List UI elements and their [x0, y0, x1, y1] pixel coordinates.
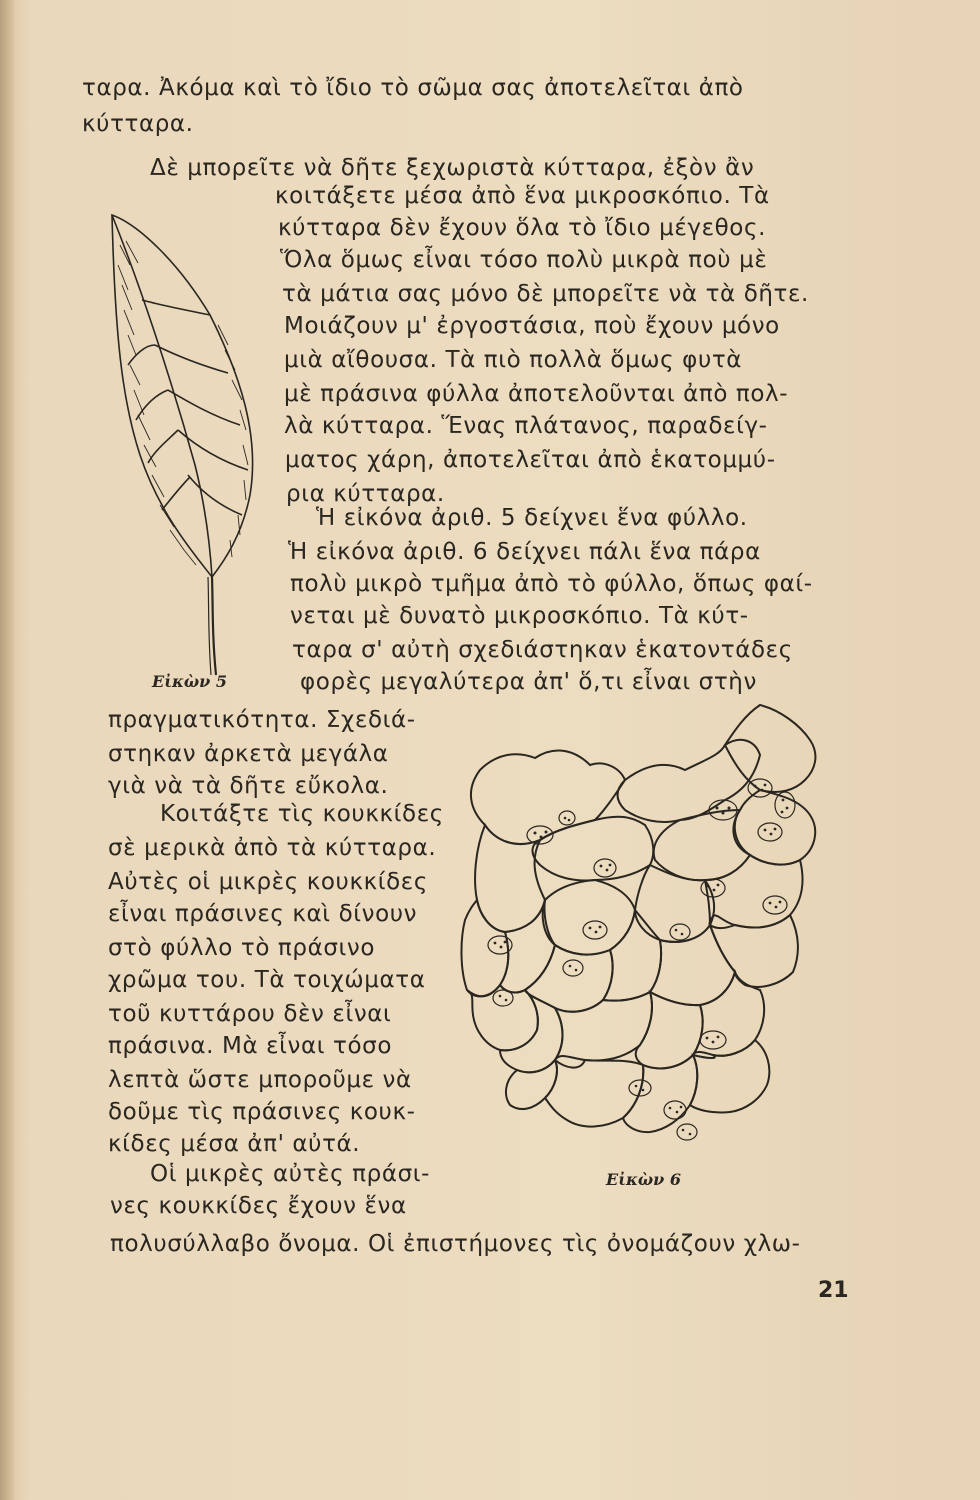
figure-5-caption: Εἰκὼν 5 — [152, 672, 227, 691]
text-line: ταρα σ' αὐτὴ σχεδιάστηκαν ἑκατοντάδες — [292, 637, 793, 663]
text-line: τοῦ κυττάρου δὲν εἶναι — [108, 1001, 392, 1027]
text-line: λεπτὰ ὥστε μποροῦμε νὰ — [108, 1067, 412, 1093]
text-line: στὸ φύλλο τὸ πράσινο — [108, 935, 376, 961]
text-line: Οἱ μικρὲς αὐτὲς πράσι- — [150, 1161, 431, 1187]
text-line: φορὲς μεγαλύτερα ἀπ' ὅ,τι εἶναι στὴν — [300, 669, 757, 695]
text-line: Ἡ εἰκόνα ἀριθ. 6 δείχνει πάλι ἕνα πάρα — [288, 539, 761, 565]
text-line: πολυσύλλαβο ὄνομα. Οἱ ἐπιστήμονες τὶς ὀνομάζουν χλω- — [110, 1231, 801, 1257]
text-line: Ὅλα ὅμως εἶναι τόσο πολὺ μικρὰ ποὺ μὲ — [280, 247, 768, 273]
leaf-cells-illustration-icon — [455, 700, 835, 1155]
text-line: πραγματικότητα. Σχεδιά- — [108, 707, 416, 733]
page-number: 21 — [818, 1278, 849, 1303]
text-line: λὰ κύτταρα. Ἕνας πλάτανος, παραδείγ- — [284, 413, 768, 439]
leaf-illustration-icon — [100, 205, 280, 685]
text-line: σὲ μερικὰ ἀπὸ τὰ κύτταρα. — [108, 835, 437, 861]
text-line: χρῶμα του. Τὰ τοιχώματα — [108, 967, 426, 993]
text-line: εἶναι πράσινες καὶ δίνουν — [108, 901, 418, 927]
text-line: τὰ μάτια σας μόνο δὲ μπορεῖτε νὰ τὰ δῆτε. — [282, 281, 809, 307]
text-line: νες κουκκίδες ἔχουν ἕνα — [110, 1193, 407, 1219]
text-line: γιὰ νὰ τὰ δῆτε εὔκολα. — [108, 773, 389, 799]
text-line: πολὺ μικρὸ τμῆμα ἀπὸ τὸ φύλλο, ὅπως φαί- — [290, 571, 813, 597]
page-spine-shadow — [0, 0, 14, 1500]
text-line: ταρα. Ἀκόμα καὶ τὸ ἴδιο τὸ σῶμα σας ἀποτελεῖται ἀπὸ — [82, 75, 744, 101]
text-line: κοιτάξετε μέσα ἀπὸ ἕνα μικροσκόπιο. Τὰ — [275, 183, 770, 209]
text-line: μιὰ αἴθουσα. Τὰ πιὸ πολλὰ ὅμως φυτὰ — [284, 347, 743, 373]
text-line: μὲ πράσινα φύλλα ἀποτελοῦνται ἀπὸ πολ- — [284, 381, 789, 407]
text-line: κύτταρα δὲν ἔχουν ὅλα τὸ ἴδιο μέγεθος. — [278, 215, 766, 241]
text-line: στηκαν ἀρκετὰ μεγάλα — [108, 741, 389, 767]
figure-6-caption: Εἰκὼν 6 — [606, 1170, 681, 1189]
text-line: νεται μὲ δυνατὸ μικροσκόπιο. Τὰ κύτ- — [290, 603, 749, 629]
text-line: ματος χάρη, ἀποτελεῖται ἀπὸ ἑκατομμύ- — [285, 447, 776, 473]
text-line: κύτταρα. — [82, 111, 194, 137]
text-line: Δὲ μπορεῖτε νὰ δῆτε ξεχωριστὰ κύτταρα, ἐξὸν ἂν — [150, 155, 755, 181]
text-line: πράσινα. Μὰ εἶναι τόσο — [108, 1033, 393, 1059]
text-line: κίδες μέσα ἀπ' αὐτά. — [108, 1131, 361, 1157]
text-line: Μοιάζουν μ' ἐργοστάσια, ποὺ ἔχουν μόνο — [284, 313, 780, 339]
text-line: ρια κύτταρα. — [286, 481, 445, 507]
text-line: Ἡ εἰκόνα ἀριθ. 5 δείχνει ἕνα φύλλο. — [316, 505, 748, 531]
text-line: Κοιτάξτε τὶς κουκκίδες — [160, 801, 444, 827]
text-line: δοῦμε τὶς πράσινες κουκ- — [108, 1099, 416, 1125]
text-line: Αὐτὲς οἱ μικρὲς κουκκίδες — [108, 869, 428, 895]
